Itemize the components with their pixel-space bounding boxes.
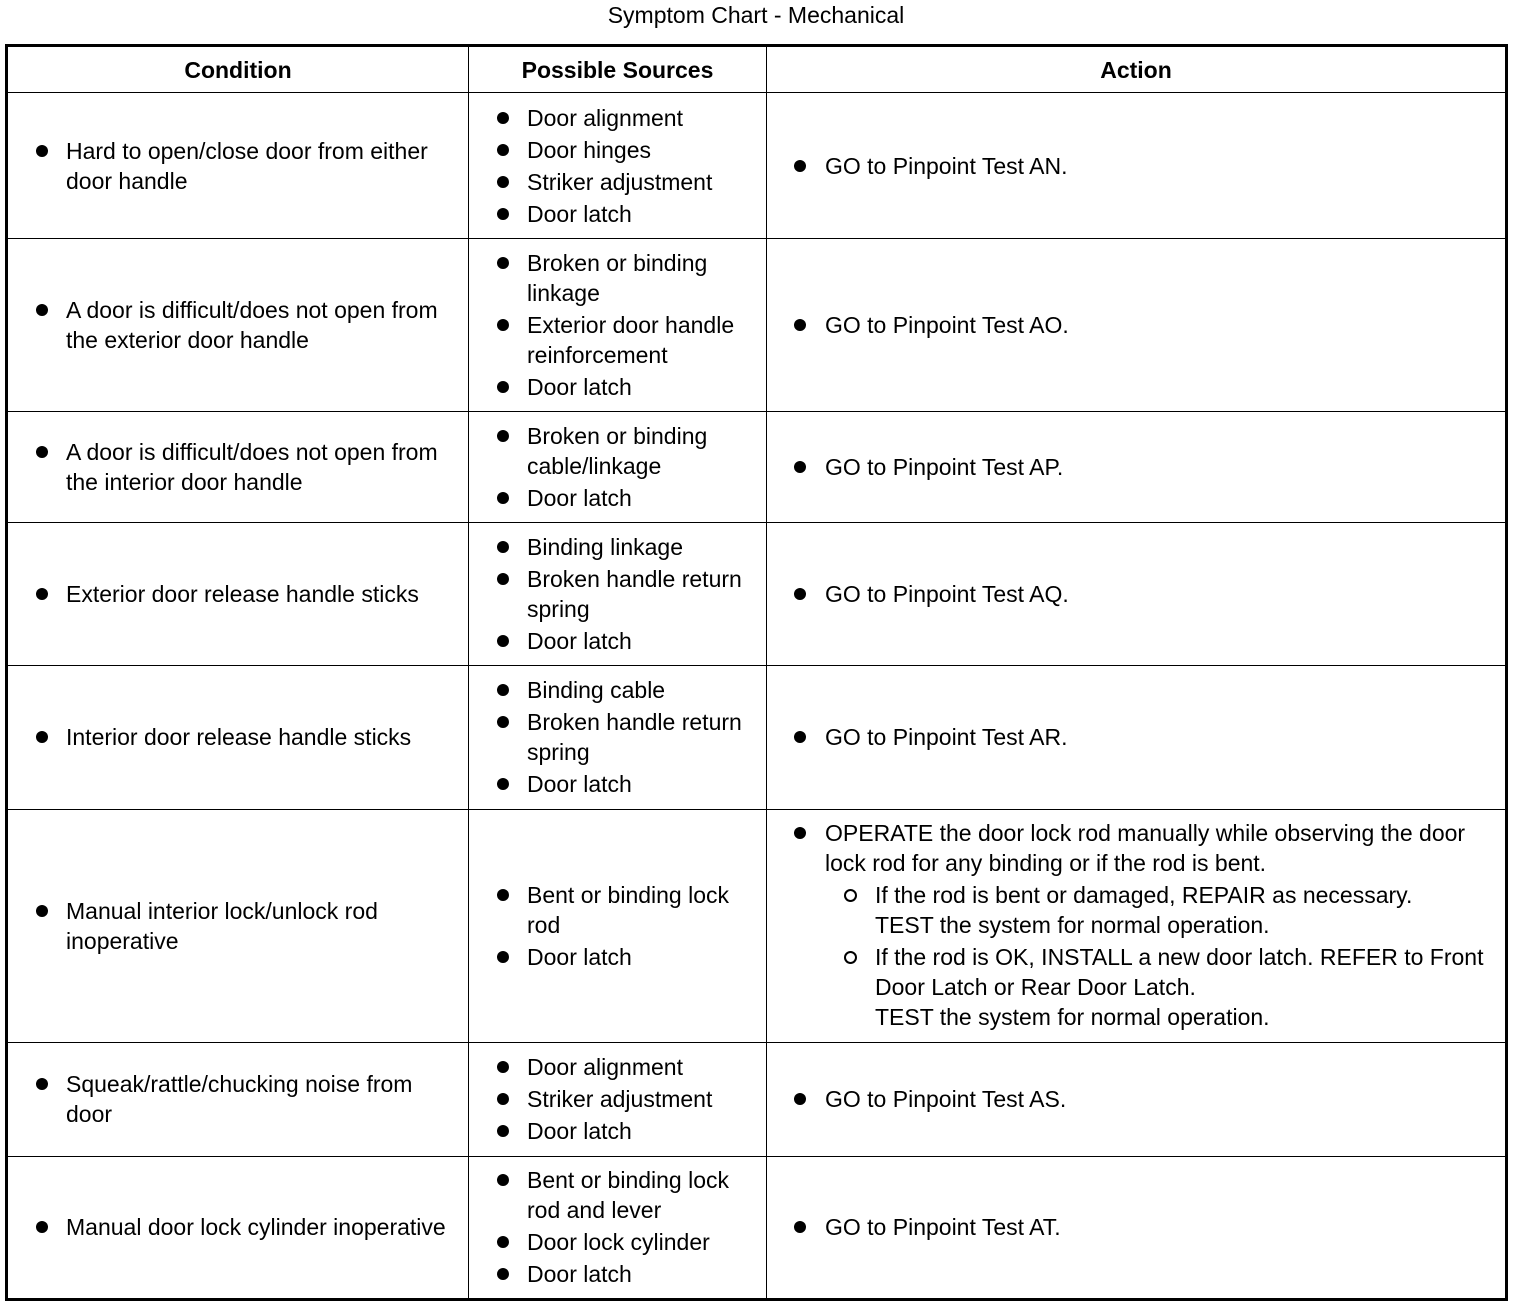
action-text: GO to Pinpoint Test AT. <box>768 1212 1504 1242</box>
action-text: GO to Pinpoint Test AP. <box>768 452 1504 482</box>
sub-action-item <box>825 880 1494 940</box>
table-row <box>7 809 1507 1042</box>
source-item: Binding cable <box>470 675 765 705</box>
table-row <box>7 666 1507 809</box>
sources-cell <box>469 1156 767 1299</box>
action-text: GO to Pinpoint Test AN. <box>768 151 1504 181</box>
source-item: Door latch <box>470 199 765 229</box>
action-cell <box>767 809 1507 1042</box>
source-item: Binding linkage <box>470 532 765 562</box>
header-row <box>7 46 1507 93</box>
condition-cell <box>7 1042 469 1156</box>
condition-cell <box>7 809 469 1042</box>
sub-action-test-text: TEST the system for normal operation. <box>875 911 1270 938</box>
source-item: Exterior door handle reinforcement <box>470 310 765 370</box>
source-item: Broken or binding cable/linkage <box>470 421 765 481</box>
sources-cell <box>469 239 767 412</box>
table-row <box>7 1156 1507 1299</box>
table-row <box>7 1042 1507 1156</box>
sub-action-text: If the rod is OK, INSTALL a new door latch. REFER to Front Door Latch or Rear Door Latch. <box>875 943 1484 1000</box>
source-item: Door hinges <box>470 135 765 165</box>
action-cell <box>767 523 1507 666</box>
condition-cell <box>7 239 469 412</box>
action-item <box>768 818 1504 1032</box>
condition-text: Manual door lock cylinder inoperative <box>9 1212 467 1242</box>
sources-cell <box>469 666 767 809</box>
condition-text: Squeak/rattle/chucking noise from door <box>9 1069 467 1129</box>
action-cell <box>767 93 1507 239</box>
source-item: Door latch <box>470 483 765 513</box>
source-item: Door latch <box>470 1259 765 1289</box>
condition-text: A door is difficult/does not open from the interior door handle <box>9 437 467 497</box>
source-item: Door latch <box>470 626 765 656</box>
source-item: Door latch <box>470 942 765 972</box>
table-row <box>7 412 1507 523</box>
source-item: Striker adjustment <box>470 1084 765 1114</box>
sources-cell <box>469 523 767 666</box>
action-cell <box>767 239 1507 412</box>
sources-cell <box>469 809 767 1042</box>
source-item: Striker adjustment <box>470 167 765 197</box>
action-text: GO to Pinpoint Test AR. <box>768 722 1504 752</box>
table-row <box>7 523 1507 666</box>
action-cell <box>767 666 1507 809</box>
action-text: GO to Pinpoint Test AO. <box>768 310 1504 340</box>
action-text: GO to Pinpoint Test AQ. <box>768 579 1504 609</box>
condition-text: Interior door release handle sticks <box>9 722 467 752</box>
table-row <box>7 239 1507 412</box>
sources-cell <box>469 412 767 523</box>
source-item: Door lock cylinder <box>470 1227 765 1257</box>
source-item: Bent or binding lock rod and lever <box>470 1165 765 1225</box>
page-title: Symptom Chart - Mechanical <box>607 2 905 28</box>
source-item: Bent or binding lock rod <box>470 880 765 940</box>
sources-cell <box>469 1042 767 1156</box>
symptom-chart-table <box>5 44 1508 1301</box>
source-item: Broken handle return spring <box>470 564 765 624</box>
condition-cell <box>7 523 469 666</box>
header-possible-sources: Possible Sources <box>469 46 767 93</box>
action-text: OPERATE the door lock rod manually while observing the door lock rod for any binding or if the rod is bent. <box>825 819 1466 876</box>
action-text: GO to Pinpoint Test AS. <box>768 1084 1504 1114</box>
source-item: Door latch <box>470 1116 765 1146</box>
source-item: Door latch <box>470 769 765 799</box>
condition-cell <box>7 93 469 239</box>
source-item: Door alignment <box>470 1052 765 1082</box>
header-condition: Condition <box>7 46 469 93</box>
condition-text: Hard to open/close door from either door handle <box>9 136 467 196</box>
source-item: Broken handle return spring <box>470 707 765 767</box>
sub-action-item <box>825 942 1494 1032</box>
action-cell <box>767 1156 1507 1299</box>
sub-action-test-text: TEST the system for normal operation. <box>875 1003 1270 1030</box>
table-row <box>7 93 1507 239</box>
action-cell <box>767 412 1507 523</box>
condition-cell <box>7 666 469 809</box>
condition-text: Manual interior lock/unlock rod inoperative <box>9 896 467 956</box>
condition-cell <box>7 1156 469 1299</box>
source-item: Door alignment <box>470 103 765 133</box>
sources-cell <box>469 93 767 239</box>
header-action: Action <box>767 46 1507 93</box>
source-item: Door latch <box>470 372 765 402</box>
sub-action-text: If the rod is bent or damaged, REPAIR as necessary. <box>875 881 1413 908</box>
condition-cell <box>7 412 469 523</box>
condition-text: Exterior door release handle sticks <box>9 579 467 609</box>
action-cell <box>767 1042 1507 1156</box>
source-item: Broken or binding linkage <box>470 248 765 308</box>
condition-text: A door is difficult/does not open from the exterior door handle <box>9 295 467 355</box>
